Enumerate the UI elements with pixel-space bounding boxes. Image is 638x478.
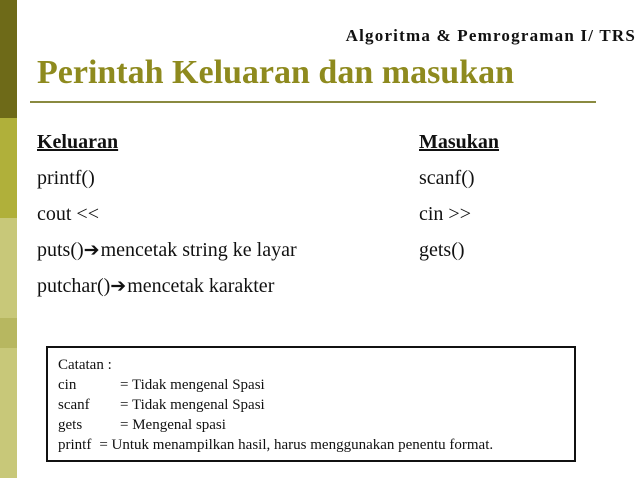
output-item <box>37 196 297 232</box>
title-divider <box>30 101 596 103</box>
arrow-right-icon: ➔ <box>83 239 100 261</box>
output-item-name: printf() <box>37 167 95 189</box>
arrow-right-icon: ➔ <box>110 275 127 297</box>
note-text: = Tidak mengenal Spasi <box>120 397 265 413</box>
note-line <box>58 435 564 455</box>
stripe-dark-segment <box>0 0 17 118</box>
input-item: scanf() <box>419 167 475 189</box>
note-text: = Tidak mengenal Spasi <box>120 377 265 393</box>
output-heading: Keluaran <box>37 131 119 153</box>
output-item-name: puts() <box>37 239 84 261</box>
input-item: gets() <box>419 239 465 261</box>
slide-title: Perintah Keluaran dan masukan <box>37 54 515 91</box>
note-text: = Untuk menampilkan hasil, harus menggunakan penentu format. <box>99 437 494 453</box>
output-item-name: putchar() <box>37 275 111 297</box>
note-title: Catatan : <box>58 357 112 373</box>
input-item: cin >> <box>419 203 471 225</box>
note-line <box>58 375 564 395</box>
stripe-light-segment <box>0 218 17 478</box>
note-key: gets <box>58 417 83 433</box>
course-header: Algoritma & Pemrograman I/ TRS <box>345 26 636 45</box>
input-heading: Masukan <box>419 131 500 153</box>
input-column <box>419 124 499 268</box>
note-text: = Mengenal spasi <box>120 417 226 433</box>
output-item-desc: mencetak string ke layar <box>100 239 297 261</box>
note-key: printf <box>58 437 92 453</box>
note-box <box>46 346 576 462</box>
stripe-mark-segment <box>0 318 17 348</box>
output-column <box>37 124 297 304</box>
note-key: scanf <box>58 397 90 413</box>
output-item <box>37 268 297 304</box>
stripe-mid-segment <box>0 118 17 218</box>
output-item <box>37 160 297 196</box>
output-item <box>37 232 297 268</box>
note-key: cin <box>58 377 77 393</box>
left-decorative-stripe <box>0 0 17 478</box>
note-line <box>58 395 564 415</box>
output-item-name: cout << <box>37 203 99 225</box>
note-line <box>58 415 564 435</box>
output-item-desc: mencetak karakter <box>127 275 275 297</box>
